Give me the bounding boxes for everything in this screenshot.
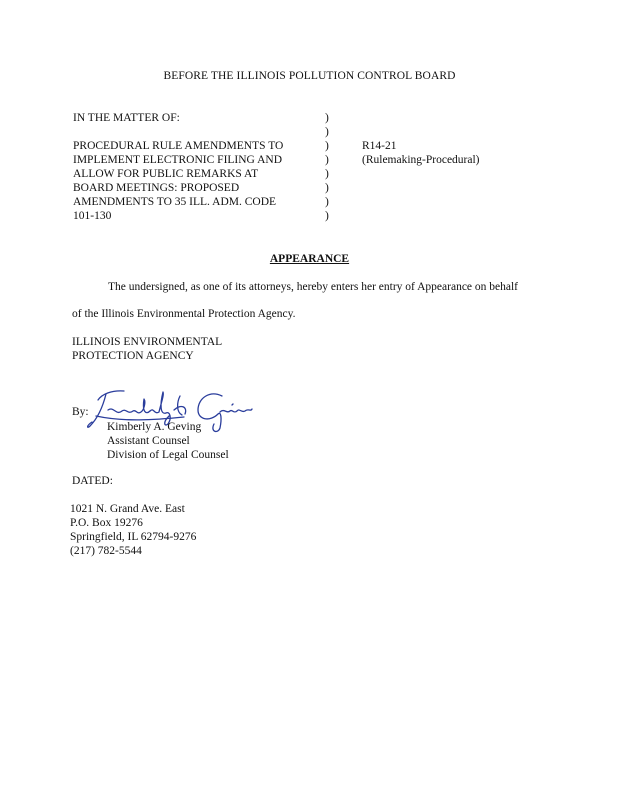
docket-number: R14-21: [362, 140, 397, 152]
paren-mark: ): [325, 154, 329, 166]
address-po-box: P.O. Box 19276: [70, 517, 143, 529]
paren-mark: ): [325, 196, 329, 208]
agency-line: PROTECTION AGENCY: [72, 350, 194, 362]
address-block: [70, 502, 196, 558]
paren-mark: ): [325, 126, 329, 138]
agency-name: [72, 335, 222, 363]
body-text-line: The undersigned, as one of its attorneys, hereby enters her entry of Appearance on behalf: [108, 281, 519, 293]
matter-line: 101-130: [73, 210, 112, 222]
body-text-line: of the Illinois Environmental Protection Agency.: [72, 308, 296, 320]
by-label: By:: [72, 406, 89, 418]
case-caption-right: [362, 139, 480, 167]
matter-line: IMPLEMENT ELECTRONIC FILING AND: [73, 154, 283, 166]
signer-block: [107, 420, 229, 462]
board-title: BEFORE THE ILLINOIS POLLUTION CONTROL BOARD: [163, 70, 456, 82]
docket-type: (Rulemaking-Procedural): [362, 154, 480, 166]
case-caption-left: [73, 111, 283, 223]
paren-mark: ): [325, 210, 329, 222]
signer-name: Kimberly A. Geving: [107, 421, 202, 433]
document-title: APPEARANCE: [269, 253, 350, 265]
matter-line: AMENDMENTS TO 35 ILL. ADM. CODE: [73, 196, 277, 208]
paren-mark: ): [325, 168, 329, 180]
address-phone: (217) 782-5544: [70, 545, 142, 557]
matter-line: PROCEDURAL RULE AMENDMENTS TO: [73, 140, 284, 152]
address-city: Springfield, IL 62794-9276: [70, 531, 197, 543]
signer-division: Division of Legal Counsel: [107, 449, 229, 461]
paren-mark: ): [325, 182, 329, 194]
signer-title: Assistant Counsel: [107, 435, 190, 447]
paren-mark: ): [325, 112, 329, 124]
address-street: 1021 N. Grand Ave. East: [70, 503, 185, 515]
matter-line: ALLOW FOR PUBLIC REMARKS AT: [73, 168, 259, 180]
agency-line: ILLINOIS ENVIRONMENTAL: [72, 336, 223, 348]
paren-mark: ): [325, 140, 329, 152]
matter-line: BOARD MEETINGS: PROPOSED: [73, 182, 240, 194]
dated-label: DATED:: [72, 475, 113, 487]
matter-label: IN THE MATTER OF:: [73, 112, 180, 124]
caption-parentheses: [325, 111, 329, 223]
